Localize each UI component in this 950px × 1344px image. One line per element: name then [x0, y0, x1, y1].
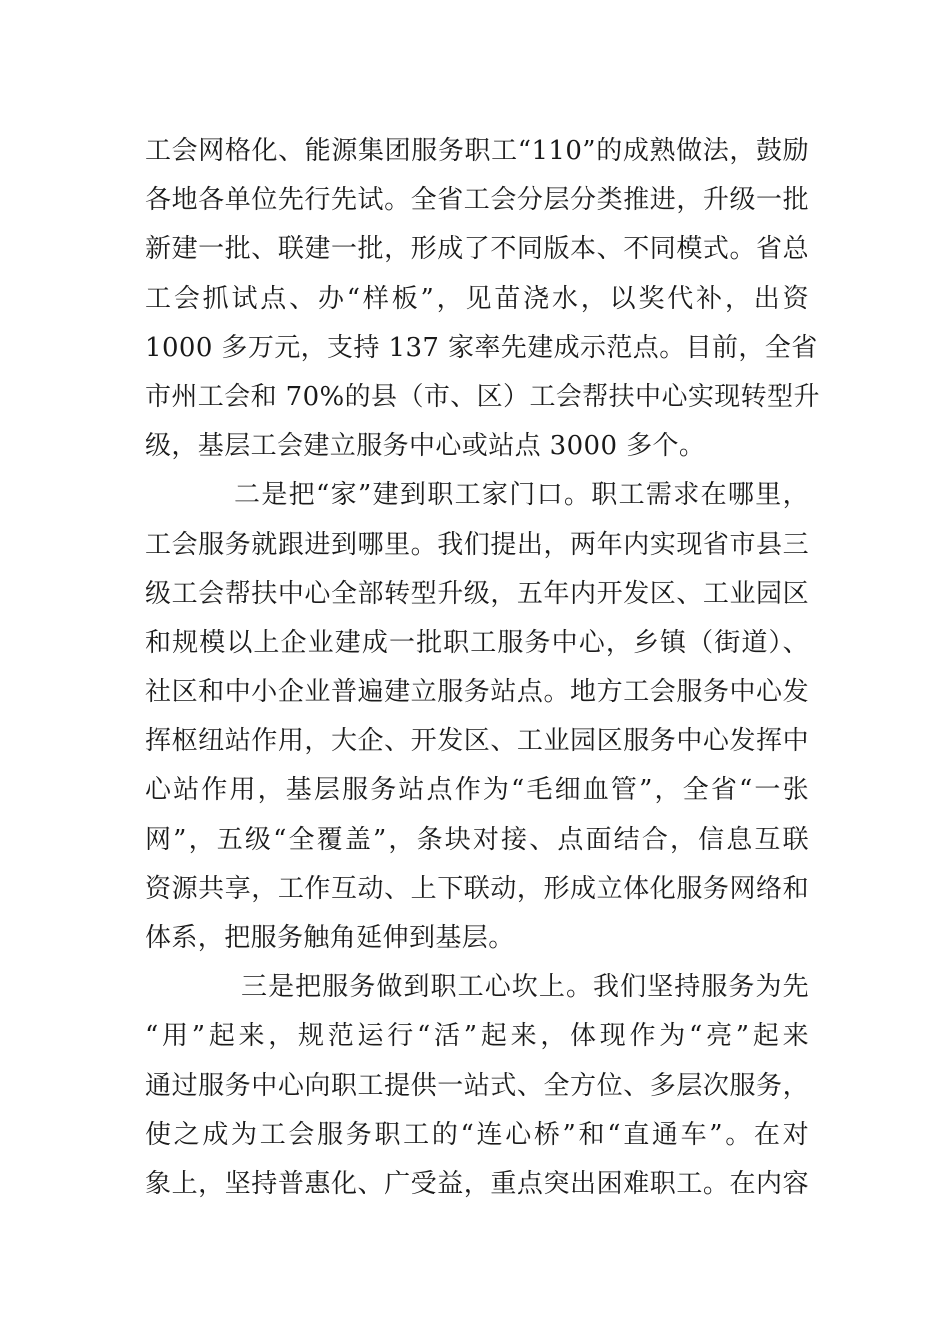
text-line: 工会网格化、能源集团服务职工“110”的成熟做法，鼓励 [145, 136, 809, 166]
document-body [145, 127, 820, 1209]
text-line: 体系，把服务触角延伸到基层。 [145, 923, 515, 953]
text-line: 工会服务就跟进到哪里。我们提出，两年内实现省市县三 [145, 529, 809, 560]
paragraph-first-line: 二是把“家”建到职工家门口。职工需求在哪里， [234, 480, 809, 511]
text-line: 通过服务中心向职工提供一站式、全方位、多层次服务， [145, 1070, 809, 1101]
text-line: 级工会帮扶中心全部转型升级，五年内开发区、工业园区 [145, 578, 809, 609]
text-line: 资源共享，工作互动、上下联动，形成立体化服务网络和 [145, 873, 809, 904]
text-line: 市州工会和 70%的县（市、区）工会帮扶中心实现转型升 [145, 381, 820, 412]
text-line: 新建一批、联建一批，形成了不同版本、不同模式。省总 [145, 234, 809, 265]
text-line: 社区和中小企业普遍建立服务站点。地方工会服务中心发 [145, 677, 809, 708]
text-line: 各地各单位先行先试。全省工会分层分类推进，升级一批 [145, 185, 809, 216]
text-line: 级，基层工会建立服务中心或站点 3000 多个。 [145, 431, 706, 462]
text-line: 象上，坚持普惠化、广受益，重点突出困难职工。在内容 [145, 1168, 809, 1199]
text-line: 使之成为工会服务职工的“连心桥”和“直通车”。在对 [145, 1119, 809, 1150]
paragraph-first-line: 三是把服务做到职工心坎上。我们坚持服务为先 [241, 972, 809, 1003]
text-line: 和规模以上企业建成一批职工服务中心，乡镇（街道）、 [145, 627, 809, 658]
text-line: 工会抓试点、办“样板”，见苗浇水，以奖代补，出资 [145, 283, 809, 314]
text-line: 1000 多万元，支持 137 家率先建成示范点。目前，全省 [145, 332, 818, 363]
text-line: 网”，五级“全覆盖”，条块对接、点面结合，信息互联 [145, 824, 809, 855]
text-line: 挥枢纽站作用，大企、开发区、工业园区服务中心发挥中 [145, 726, 809, 757]
text-line: 心站作用，基层服务站点作为“毛细血管”，全省“一张 [145, 775, 809, 806]
text-line: “用”起来，规范运行“活”起来，体现作为“亮”起来 [145, 1021, 809, 1052]
